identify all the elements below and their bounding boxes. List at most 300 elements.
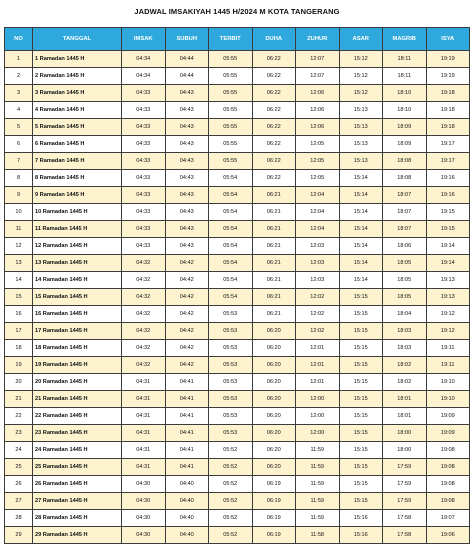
cell-zuhur: 12:06 — [296, 102, 340, 119]
cell-zuhur: 12:04 — [296, 187, 340, 204]
cell-zuhur: 11:59 — [296, 459, 340, 476]
cell-terbit: 05:54 — [209, 187, 253, 204]
cell-magrib: 18:00 — [383, 442, 427, 459]
cell-asar: 15:13 — [339, 119, 383, 136]
cell-no: 26 — [5, 476, 33, 493]
header-isya: ISYA — [426, 28, 470, 51]
header-zuhur: ZUHUR — [296, 28, 340, 51]
table-row — [5, 459, 470, 476]
cell-tanggal: 25 Ramadan 1445 H — [33, 459, 122, 476]
cell-asar: 15:14 — [339, 187, 383, 204]
cell-no: 10 — [5, 204, 33, 221]
cell-magrib: 18:10 — [383, 102, 427, 119]
cell-subuh: 04:43 — [165, 170, 209, 187]
cell-tanggal: 29 Ramadan 1445 H — [33, 527, 122, 544]
cell-subuh: 04:41 — [165, 408, 209, 425]
cell-isya: 19:18 — [426, 119, 470, 136]
header-duha: DUHA — [252, 28, 296, 51]
cell-tanggal: 13 Ramadan 1445 H — [33, 255, 122, 272]
schedule-table — [4, 27, 470, 544]
cell-asar: 15:16 — [339, 510, 383, 527]
cell-magrib: 18:10 — [383, 85, 427, 102]
cell-magrib: 18:01 — [383, 391, 427, 408]
cell-terbit: 05:54 — [209, 255, 253, 272]
cell-zuhur: 12:00 — [296, 425, 340, 442]
cell-asar: 15:13 — [339, 102, 383, 119]
cell-zuhur: 12:07 — [296, 68, 340, 85]
cell-duha: 06:21 — [252, 187, 296, 204]
table-header-row — [5, 28, 470, 51]
cell-duha: 06:22 — [252, 170, 296, 187]
cell-tanggal: 12 Ramadan 1445 H — [33, 238, 122, 255]
cell-duha: 06:22 — [252, 51, 296, 68]
cell-subuh: 04:43 — [165, 119, 209, 136]
cell-magrib: 18:07 — [383, 187, 427, 204]
table-row — [5, 527, 470, 544]
cell-tanggal: 24 Ramadan 1445 H — [33, 442, 122, 459]
cell-subuh: 04:40 — [165, 493, 209, 510]
cell-isya: 19:16 — [426, 170, 470, 187]
cell-tanggal: 18 Ramadan 1445 H — [33, 340, 122, 357]
cell-isya: 19:10 — [426, 391, 470, 408]
table-row — [5, 102, 470, 119]
cell-duha: 06:21 — [252, 306, 296, 323]
cell-zuhur: 11:59 — [296, 493, 340, 510]
cell-no: 2 — [5, 68, 33, 85]
cell-imsak: 04:33 — [122, 238, 166, 255]
cell-asar: 15:15 — [339, 408, 383, 425]
page-title: JADWAL IMSAKIYAH 1445 H/2024 M KOTA TANGERANG — [134, 7, 340, 16]
cell-isya: 19:13 — [426, 272, 470, 289]
cell-isya: 19:19 — [426, 51, 470, 68]
cell-asar: 15:14 — [339, 255, 383, 272]
table-row — [5, 340, 470, 357]
cell-duha: 06:20 — [252, 374, 296, 391]
cell-magrib: 18:02 — [383, 357, 427, 374]
cell-tanggal: 27 Ramadan 1445 H — [33, 493, 122, 510]
cell-zuhur: 12:00 — [296, 408, 340, 425]
cell-asar: 15:14 — [339, 272, 383, 289]
cell-isya: 19:18 — [426, 85, 470, 102]
cell-subuh: 04:42 — [165, 289, 209, 306]
cell-duha: 06:21 — [252, 289, 296, 306]
cell-duha: 06:19 — [252, 510, 296, 527]
cell-zuhur: 12:04 — [296, 221, 340, 238]
cell-magrib: 17:59 — [383, 493, 427, 510]
table-row — [5, 425, 470, 442]
cell-duha: 06:19 — [252, 476, 296, 493]
header-imsak: IMSAK — [122, 28, 166, 51]
cell-isya: 19:16 — [426, 187, 470, 204]
cell-duha: 06:19 — [252, 493, 296, 510]
cell-isya: 19:14 — [426, 255, 470, 272]
cell-terbit: 05:52 — [209, 510, 253, 527]
cell-magrib: 18:03 — [383, 340, 427, 357]
cell-no: 4 — [5, 102, 33, 119]
cell-asar: 15:14 — [339, 238, 383, 255]
cell-imsak: 04:32 — [122, 323, 166, 340]
table-row — [5, 272, 470, 289]
cell-magrib: 18:09 — [383, 136, 427, 153]
cell-no: 7 — [5, 153, 33, 170]
cell-terbit: 05:55 — [209, 102, 253, 119]
cell-imsak: 04:32 — [122, 306, 166, 323]
cell-asar: 15:14 — [339, 204, 383, 221]
cell-magrib: 18:05 — [383, 272, 427, 289]
cell-imsak: 04:33 — [122, 204, 166, 221]
cell-no: 16 — [5, 306, 33, 323]
cell-imsak: 04:31 — [122, 459, 166, 476]
cell-isya: 19:07 — [426, 510, 470, 527]
cell-terbit: 05:54 — [209, 204, 253, 221]
cell-imsak: 04:33 — [122, 187, 166, 204]
cell-no: 12 — [5, 238, 33, 255]
cell-duha: 06:21 — [252, 238, 296, 255]
cell-duha: 06:22 — [252, 85, 296, 102]
table-row — [5, 289, 470, 306]
cell-magrib: 18:01 — [383, 408, 427, 425]
cell-terbit: 05:53 — [209, 374, 253, 391]
cell-tanggal: 28 Ramadan 1445 H — [33, 510, 122, 527]
table-row — [5, 374, 470, 391]
cell-terbit: 05:52 — [209, 459, 253, 476]
cell-no: 21 — [5, 391, 33, 408]
cell-subuh: 04:43 — [165, 136, 209, 153]
table-row — [5, 408, 470, 425]
cell-tanggal: 10 Ramadan 1445 H — [33, 204, 122, 221]
cell-magrib: 17:58 — [383, 527, 427, 544]
cell-imsak: 04:31 — [122, 374, 166, 391]
cell-no: 20 — [5, 374, 33, 391]
cell-tanggal: 14 Ramadan 1445 H — [33, 272, 122, 289]
cell-duha: 06:22 — [252, 119, 296, 136]
cell-subuh: 04:43 — [165, 187, 209, 204]
cell-subuh: 04:42 — [165, 272, 209, 289]
cell-no: 11 — [5, 221, 33, 238]
cell-magrib: 17:59 — [383, 476, 427, 493]
cell-imsak: 04:32 — [122, 357, 166, 374]
cell-duha: 06:20 — [252, 357, 296, 374]
cell-isya: 19:09 — [426, 408, 470, 425]
cell-terbit: 05:53 — [209, 425, 253, 442]
cell-tanggal: 19 Ramadan 1445 H — [33, 357, 122, 374]
cell-subuh: 04:40 — [165, 510, 209, 527]
cell-zuhur: 12:05 — [296, 170, 340, 187]
cell-magrib: 18:08 — [383, 153, 427, 170]
cell-duha: 06:20 — [252, 459, 296, 476]
cell-tanggal: 20 Ramadan 1445 H — [33, 374, 122, 391]
cell-asar: 15:12 — [339, 85, 383, 102]
cell-terbit: 05:52 — [209, 476, 253, 493]
cell-zuhur: 11:58 — [296, 527, 340, 544]
cell-terbit: 05:53 — [209, 408, 253, 425]
cell-zuhur: 12:00 — [296, 391, 340, 408]
cell-tanggal: 8 Ramadan 1445 H — [33, 170, 122, 187]
cell-no: 3 — [5, 85, 33, 102]
cell-duha: 06:20 — [252, 340, 296, 357]
cell-tanggal: 3 Ramadan 1445 H — [33, 85, 122, 102]
cell-duha: 06:22 — [252, 136, 296, 153]
cell-tanggal: 11 Ramadan 1445 H — [33, 221, 122, 238]
cell-zuhur: 12:01 — [296, 340, 340, 357]
cell-subuh: 04:42 — [165, 306, 209, 323]
cell-tanggal: 9 Ramadan 1445 H — [33, 187, 122, 204]
cell-imsak: 04:30 — [122, 493, 166, 510]
cell-terbit: 05:55 — [209, 136, 253, 153]
cell-asar: 15:12 — [339, 68, 383, 85]
cell-imsak: 04:33 — [122, 119, 166, 136]
cell-terbit: 05:53 — [209, 323, 253, 340]
cell-no: 25 — [5, 459, 33, 476]
cell-imsak: 04:33 — [122, 136, 166, 153]
cell-asar: 15:15 — [339, 306, 383, 323]
header-no: NO — [5, 28, 33, 51]
cell-no: 14 — [5, 272, 33, 289]
cell-zuhur: 12:06 — [296, 85, 340, 102]
table-row — [5, 136, 470, 153]
cell-subuh: 04:43 — [165, 221, 209, 238]
cell-terbit: 05:52 — [209, 442, 253, 459]
cell-zuhur: 11:59 — [296, 510, 340, 527]
cell-zuhur: 12:05 — [296, 136, 340, 153]
cell-duha: 06:22 — [252, 102, 296, 119]
cell-magrib: 18:07 — [383, 221, 427, 238]
cell-tanggal: 5 Ramadan 1445 H — [33, 119, 122, 136]
cell-subuh: 04:41 — [165, 459, 209, 476]
cell-asar: 15:15 — [339, 340, 383, 357]
cell-imsak: 04:30 — [122, 527, 166, 544]
cell-isya: 19:13 — [426, 289, 470, 306]
cell-imsak: 04:31 — [122, 391, 166, 408]
cell-asar: 15:14 — [339, 221, 383, 238]
cell-subuh: 04:44 — [165, 51, 209, 68]
cell-tanggal: 26 Ramadan 1445 H — [33, 476, 122, 493]
table-row — [5, 510, 470, 527]
table-body — [5, 51, 470, 544]
cell-terbit: 05:55 — [209, 51, 253, 68]
cell-subuh: 04:42 — [165, 323, 209, 340]
cell-imsak: 04:33 — [122, 102, 166, 119]
cell-magrib: 18:05 — [383, 289, 427, 306]
cell-zuhur: 12:05 — [296, 153, 340, 170]
cell-zuhur: 12:02 — [296, 306, 340, 323]
cell-isya: 19:09 — [426, 425, 470, 442]
cell-subuh: 04:42 — [165, 340, 209, 357]
cell-asar: 15:15 — [339, 459, 383, 476]
cell-no: 17 — [5, 323, 33, 340]
cell-zuhur: 12:01 — [296, 374, 340, 391]
cell-imsak: 04:33 — [122, 170, 166, 187]
table-row — [5, 391, 470, 408]
cell-duha: 06:20 — [252, 408, 296, 425]
cell-isya: 19:11 — [426, 357, 470, 374]
cell-terbit: 05:55 — [209, 68, 253, 85]
cell-isya: 19:08 — [426, 459, 470, 476]
header-subuh: SUBUH — [165, 28, 209, 51]
cell-terbit: 05:54 — [209, 289, 253, 306]
cell-imsak: 04:30 — [122, 476, 166, 493]
cell-magrib: 18:05 — [383, 255, 427, 272]
cell-duha: 06:21 — [252, 221, 296, 238]
cell-zuhur: 11:59 — [296, 476, 340, 493]
table-row — [5, 221, 470, 238]
cell-isya: 19:19 — [426, 68, 470, 85]
cell-tanggal: 16 Ramadan 1445 H — [33, 306, 122, 323]
cell-terbit: 05:53 — [209, 391, 253, 408]
cell-isya: 19:17 — [426, 153, 470, 170]
cell-imsak: 04:31 — [122, 442, 166, 459]
cell-asar: 15:12 — [339, 51, 383, 68]
cell-tanggal: 21 Ramadan 1445 H — [33, 391, 122, 408]
header-terbit: TERBIT — [209, 28, 253, 51]
cell-magrib: 18:06 — [383, 238, 427, 255]
table-row — [5, 238, 470, 255]
cell-isya: 19:17 — [426, 136, 470, 153]
cell-isya: 19:06 — [426, 527, 470, 544]
cell-isya: 19:10 — [426, 374, 470, 391]
cell-asar: 15:15 — [339, 289, 383, 306]
cell-terbit: 05:55 — [209, 119, 253, 136]
cell-subuh: 04:41 — [165, 442, 209, 459]
cell-magrib: 18:04 — [383, 306, 427, 323]
cell-duha: 06:22 — [252, 68, 296, 85]
table-row — [5, 493, 470, 510]
cell-magrib: 18:11 — [383, 68, 427, 85]
cell-isya: 19:15 — [426, 221, 470, 238]
cell-isya: 19:18 — [426, 102, 470, 119]
cell-no: 19 — [5, 357, 33, 374]
cell-asar: 15:15 — [339, 425, 383, 442]
cell-subuh: 04:41 — [165, 374, 209, 391]
cell-magrib: 18:07 — [383, 204, 427, 221]
cell-asar: 15:16 — [339, 527, 383, 544]
cell-duha: 06:22 — [252, 153, 296, 170]
cell-no: 5 — [5, 119, 33, 136]
cell-no: 23 — [5, 425, 33, 442]
cell-tanggal: 17 Ramadan 1445 H — [33, 323, 122, 340]
cell-terbit: 05:55 — [209, 153, 253, 170]
cell-terbit: 05:53 — [209, 306, 253, 323]
cell-magrib: 18:09 — [383, 119, 427, 136]
cell-duha: 06:21 — [252, 255, 296, 272]
cell-subuh: 04:42 — [165, 357, 209, 374]
cell-tanggal: 15 Ramadan 1445 H — [33, 289, 122, 306]
cell-tanggal: 23 Ramadan 1445 H — [33, 425, 122, 442]
cell-terbit: 05:54 — [209, 272, 253, 289]
cell-tanggal: 7 Ramadan 1445 H — [33, 153, 122, 170]
cell-isya: 19:08 — [426, 493, 470, 510]
cell-no: 8 — [5, 170, 33, 187]
cell-no: 24 — [5, 442, 33, 459]
cell-subuh: 04:40 — [165, 476, 209, 493]
cell-isya: 19:15 — [426, 204, 470, 221]
cell-subuh: 04:43 — [165, 153, 209, 170]
cell-subuh: 04:43 — [165, 102, 209, 119]
cell-imsak: 04:30 — [122, 510, 166, 527]
cell-subuh: 04:43 — [165, 238, 209, 255]
cell-magrib: 18:02 — [383, 374, 427, 391]
cell-imsak: 04:33 — [122, 153, 166, 170]
cell-terbit: 05:53 — [209, 357, 253, 374]
cell-magrib: 17:58 — [383, 510, 427, 527]
cell-zuhur: 12:03 — [296, 255, 340, 272]
cell-asar: 15:14 — [339, 170, 383, 187]
cell-duha: 06:21 — [252, 272, 296, 289]
cell-asar: 15:15 — [339, 374, 383, 391]
cell-isya: 19:12 — [426, 323, 470, 340]
cell-imsak: 04:32 — [122, 289, 166, 306]
cell-subuh: 04:44 — [165, 68, 209, 85]
cell-isya: 19:08 — [426, 476, 470, 493]
cell-zuhur: 11:59 — [296, 442, 340, 459]
cell-isya: 19:14 — [426, 238, 470, 255]
header-asar: ASAR — [339, 28, 383, 51]
cell-terbit: 05:55 — [209, 85, 253, 102]
cell-asar: 15:15 — [339, 476, 383, 493]
header-magrib: MAGRIB — [383, 28, 427, 51]
table-row — [5, 119, 470, 136]
cell-asar: 15:13 — [339, 153, 383, 170]
table-row — [5, 476, 470, 493]
table-row — [5, 204, 470, 221]
cell-duha: 06:20 — [252, 425, 296, 442]
cell-imsak: 04:34 — [122, 68, 166, 85]
cell-asar: 15:15 — [339, 442, 383, 459]
table-row — [5, 187, 470, 204]
cell-terbit: 05:54 — [209, 170, 253, 187]
cell-tanggal: 6 Ramadan 1445 H — [33, 136, 122, 153]
table-row — [5, 51, 470, 68]
cell-duha: 06:20 — [252, 323, 296, 340]
cell-imsak: 04:33 — [122, 221, 166, 238]
cell-zuhur: 12:06 — [296, 119, 340, 136]
cell-magrib: 17:59 — [383, 459, 427, 476]
cell-imsak: 04:32 — [122, 272, 166, 289]
cell-asar: 15:15 — [339, 391, 383, 408]
cell-zuhur: 12:03 — [296, 238, 340, 255]
cell-zuhur: 12:03 — [296, 272, 340, 289]
cell-isya: 19:08 — [426, 442, 470, 459]
cell-asar: 15:15 — [339, 493, 383, 510]
cell-tanggal: 4 Ramadan 1445 H — [33, 102, 122, 119]
cell-terbit: 05:53 — [209, 340, 253, 357]
cell-imsak: 04:31 — [122, 408, 166, 425]
cell-zuhur: 12:01 — [296, 357, 340, 374]
cell-duha: 06:21 — [252, 204, 296, 221]
cell-isya: 19:12 — [426, 306, 470, 323]
cell-subuh: 04:41 — [165, 425, 209, 442]
table-row — [5, 255, 470, 272]
cell-tanggal: 22 Ramadan 1445 H — [33, 408, 122, 425]
cell-zuhur: 12:02 — [296, 323, 340, 340]
cell-magrib: 18:11 — [383, 51, 427, 68]
table-row — [5, 357, 470, 374]
cell-no: 29 — [5, 527, 33, 544]
table-row — [5, 85, 470, 102]
cell-imsak: 04:33 — [122, 85, 166, 102]
cell-imsak: 04:34 — [122, 51, 166, 68]
cell-duha: 06:19 — [252, 527, 296, 544]
cell-subuh: 04:41 — [165, 391, 209, 408]
cell-subuh: 04:40 — [165, 527, 209, 544]
cell-terbit: 05:54 — [209, 221, 253, 238]
cell-no: 13 — [5, 255, 33, 272]
cell-no: 28 — [5, 510, 33, 527]
cell-tanggal: 2 Ramadan 1445 H — [33, 68, 122, 85]
cell-terbit: 05:52 — [209, 493, 253, 510]
cell-no: 9 — [5, 187, 33, 204]
cell-imsak: 04:31 — [122, 425, 166, 442]
